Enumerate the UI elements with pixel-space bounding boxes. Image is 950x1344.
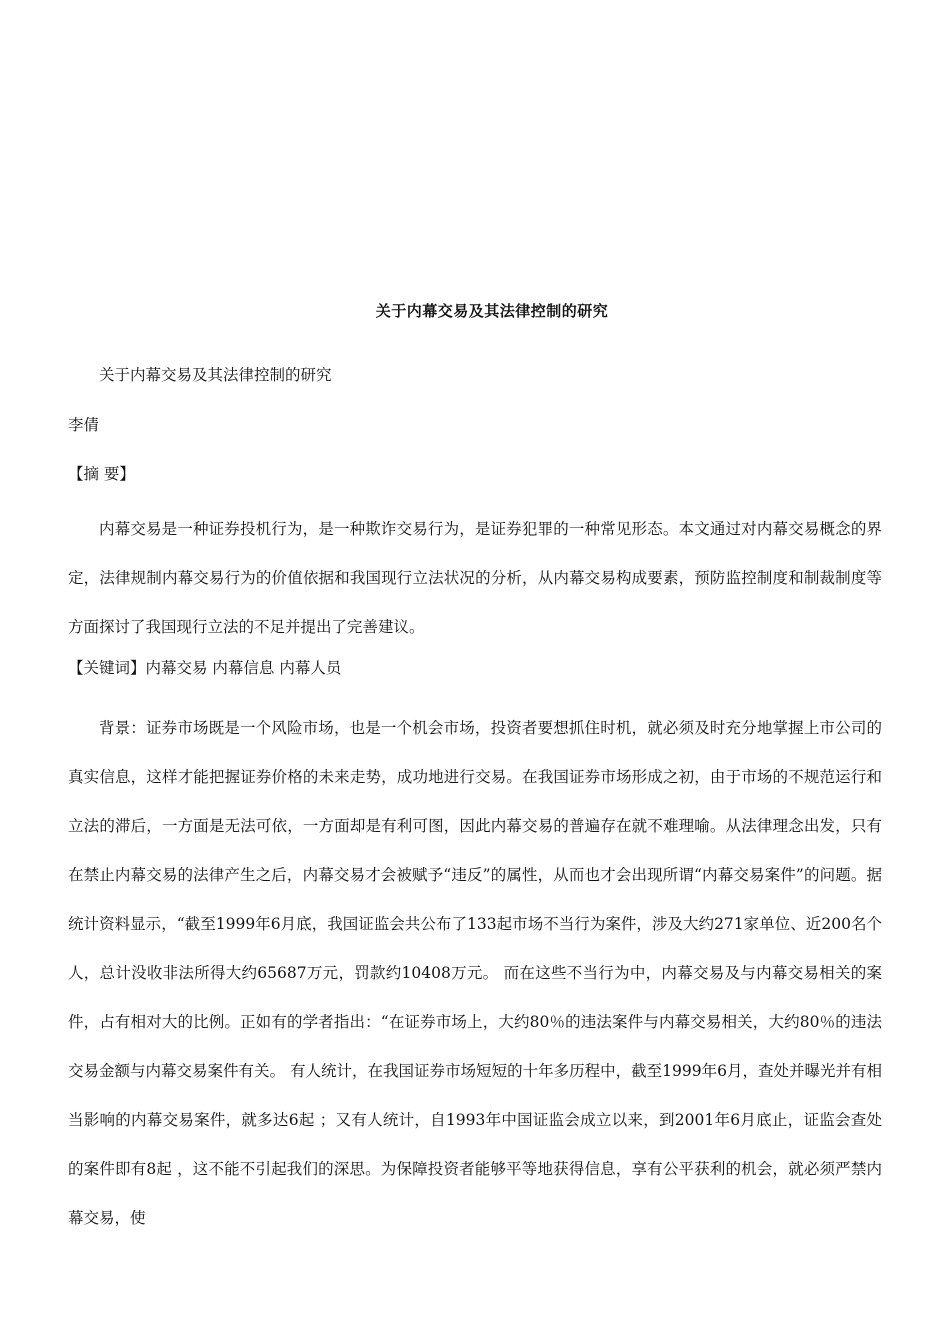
document-subtitle: 关于内幕交易及其法律控制的研究 [99,366,332,384]
document-title: 关于内幕交易及其法律控制的研究 [375,302,609,320]
abstract-paragraph: 内幕交易是一种证券投机行为，是一种欺诈交易行为，是证券犯罪的一种常见形态。本文通过对内幕交易概念的界定，法律规制内幕交易行为的价值依据和我国现行立法状况的分析，从内幕交易构成要素，预防监控制度和制裁制度等方面探讨了我国现行立法的不足并提出了完善建议。 [68,520,882,636]
keywords-line: 【关键词】内幕交易 内幕信息 内幕人员 [68,659,342,677]
author-name: 李倩 [68,416,100,434]
abstract-heading: 【摘 要】 [68,465,135,483]
background-paragraph: 背景：证券市场既是一个风险市场，也是一个机会市场，投资者要想抓住时机，就必须及时充分地掌握上市公司的真实信息，这样才能把握证券价格的未来走势，成功地进行交易。在我国证券市场形成之初，由于市场的不规范运行和立法的滞后，一方面是无法可依，一方面却是有利可图，因此内幕交易的普遍存在就不难理喻。从法律理念出发，只有在禁止内幕交易的法律产生之后，内幕交易才会被赋予“违反”的属性，从而也才会出现所谓“内幕交易案件”的问题。据统计资料显示，“截至1999年6月底，我国证监会共公布了133起市场不当行为案件，涉及大约271家单位、近200名个人，总计没收非法所得大约65687万元，罚款约10408万元。 而在这些不当行为中，内幕交易及与内幕交易相关的案件，占有相对大的比例。正如有的学者指出：“在证券市场上，大约80％的违法案件与内幕交易相关，大约80％的违法交易金额与内幕交易案件有关。 有人统计，在我国证券市场短短的十年多历程中，截至1999年6月，查处并曝光并有相当影响的内幕交易案件，就多达6起 ；又有人统计，自1993年中国证监会成立以来，到2001年6月底止，证监会查处的案件即有8起 ，这不能不引起我们的深思。为保障投资者能够平等地获得信息，享有公平获利的机会，就必须严禁内幕交易，使 [68,719,882,1227]
